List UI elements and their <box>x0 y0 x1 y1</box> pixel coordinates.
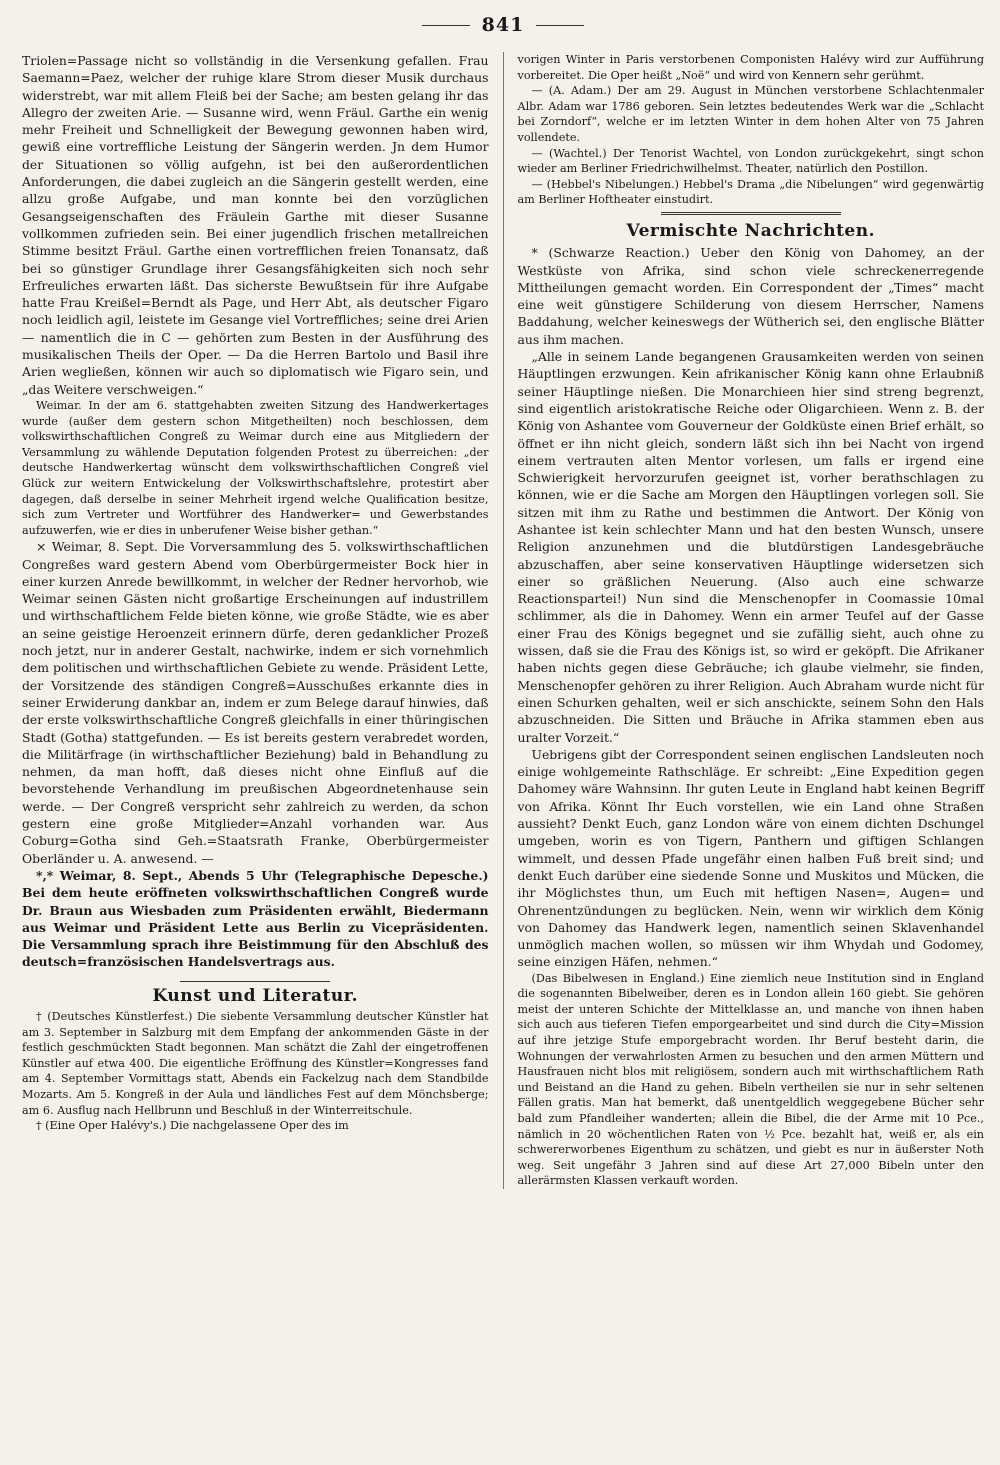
article-bibelwesen: (Das Bibelwesen in England.) Eine ziemlich neue Institution sind in England die sogenannten Bibelweiber, deren es in London allein 160 giebt. Sie gehören meist der unteren Schichte der Mittelklasse an, und manche von ihnen haben sich auch aus tieferen Tiefen emporgearbeitet und sind durch die City=Mission auf ihre jetzige Stufe emporgebracht worden. Ihr Beruf besteht darin, die Wohnungen der verwahrlosten Armen zu besuchen und den armen Müttern und Hausfrauen nicht blos mit religiösem, sondern auch mit wirthschaftlichem Rath und Beistand an die Hand zu gehen. Bibeln vertheilen sie nur in sehr seltenen Fällen gratis. Man hat bemerkt, daß unentgeldlich weggegebene Bücher sehr bald zum Pfandleiher wanderten; allein die Bibel, die der Arme mit 10 Pce., nämlich in 20 wöchentlichen Raten von ½ Pce. bezahlt hat, weiß er, als ein schwererworbenes Eigenthum zu schätzen, und giebt es nur in äußerster Noth weg. Seit ungefähr 3 Jahren sind auf diese Art 27,000 Bibeln unter den allerärmsten Klassen verkauft worden. <box>517 971 984 1188</box>
article-schwarze-reaction: * (Schwarze Reaction.) Ueber den König von Dahomey, an der Westküste von Afrika, sind schon viele schreckenerregende Mittheilungen gemacht worden. Ein Correspondent der „Times“ macht eine weit günstigere Schilderung von diesem Herrscher, Namens Baddahung, welcher keineswegs der Wütherich sei, den englische Blätter aus ihm machen. <box>517 245 984 347</box>
article-adam: — (A. Adam.) Der am 29. August in München verstorbene Schlachtenmaler Albr. Adam war 1786 geboren. Sein letztes bedeutendes Werk war die „Schlacht bei Zorndorf“, welche er im letzten Winter in dem hohen Alter von 75 Jahren vollendete. <box>517 84 984 144</box>
section-divider <box>180 981 330 982</box>
article-weimar-telegram: *,* Weimar, 8. Sept., Abends 5 Uhr (Telegraphische Depesche.) Bei dem heute eröffneten volkswirthschaftlichen Congreß wurde Dr. Braun aus Wiesbaden zum Präsidenten erwählt, Biedermann aus Weimar und Präsident Lette aus Berlin zu Vicepräsidenten. Die Versammlung sprach ihre Beistimmung für den Abschluß des deutsch=französischen Handelsvertrags aus. <box>22 867 489 970</box>
section-title-vermischte: Vermischte Nachrichten. <box>626 220 876 241</box>
header-rule-left <box>422 25 470 26</box>
article-weimar-handwerkertag: Weimar. In der am 6. stattgehabten zweiten Sitzung des Handwerkertages wurde (außer dem gestern schon Mitgetheilten) noch beschlossen, dem volkswirthschaftlichen Congreß zu Weimar durch eine aus Mitgliedern der Versammlung zu wählende Deputation folgenden Protest zu überreichen: „der deutsche Handwerkertag wünscht dem volkswirthschaftlichen Congreß viel Glück zur weitern Entwickelung der Volkswirthschaftslehre, protestirt aber dagegen, daß derselbe in seiner Mehrheit irgend welche Qualification besitze, sich zum Vertreter und Wortführer des Handwerker= und Gewerbstandes aufzuwerfen, wie er dies in unberufener Weise bisher gethan.“ <box>22 398 489 537</box>
header-rule-right <box>536 25 584 26</box>
article-wachtel: — (Wachtel.) Der Tenorist Wachtel, von London zurückgekehrt, singt schon wieder am Berliner Friedrichwilhelmst. Theater, natürlich den Postillon. <box>517 146 984 176</box>
page-header <box>22 10 984 40</box>
article-weimar-vorversammlung: ⨯ Weimar, 8. Sept. Die Vorversammlung des 5. volkswirthschaftlichen Congreßes ward gestern Abend vom Oberbürgermeister Bock hier in einer kurzen Anrede bewillkommt, in welcher der Redner hervorhob, wie Weimar seinen Gästen nicht großartige Erscheinungen auf industrillem und wirthschaftlichem Felde bieten könne, wie große Städte, wie es aber an seine geistige Heroenzeit erinnern dürfe, deren gedanklicher Prozeß noch jetzt, nur in anderer Gestalt, nachwirke, indem er sich vornehmlich dem politischen und wirthschaftlichen Gebiete zu wende. Präsident Lette, der Vorsitzende des ständigen Congreß=Ausschußes erkannte dies in seiner Erwiderung dankbar an, indem er zum Belege darauf hinwies, daß der erste volkswirthschaftliche Congreß gleichfalls in einer thüringischen Stadt (Gotha) stattgefunden. — Es ist bereits gestern verabredet worden, die Militärfrage (in wirthschaftlicher Beziehung) bald in Behandlung zu nehmen, da man hofft, daß dieses nicht ohne Einfluß auf die bevorstehende Verhandlung im preußischen Abgeordnetenhause sein werde. — Der Congreß verspricht sehr zahlreich zu werden, da schon gestern eine große Mitglieder=Anzahl vorhanden war. Aus Coburg=Gotha sind Geh.=Staatsrath Franke, Oberbürgermeister Oberländer u. A. anwesend. — <box>22 539 489 866</box>
article-halevy-cont: vorigen Winter in Paris verstorbenen Componisten Halévy wird zur Aufführung vorbereitet. Die Oper heißt „Noë“ und wird von Kennern sehr gerühmt. <box>517 53 984 82</box>
page-number: 841 <box>481 14 525 36</box>
section-title-kunst: Kunst und Literatur. <box>152 985 359 1006</box>
columns <box>22 52 984 1189</box>
left-column <box>22 52 503 1189</box>
article-oper-halevy: † (Eine Oper Halévy's.) Die nachgelassene Oper des im <box>36 1119 349 1133</box>
right-column <box>503 52 985 1189</box>
article-opera-review: Triolen=Passage nicht so vollständig in die Versenkung gefallen. Frau Saemann=Paez, welcher der ruhige klare Strom dieser Musik durchaus widerstrebt, war mit allem Fleiß bei der Sache; am besten gelang ihr das Allegro der zweiten Arie. — Susanne wird, wenn Fräul. Garthe ein wenig mehr Freiheit und Schnelligkeit der Bewegung gewonnen haben wird, gewiß eine vortreffliche Leistung der Sängerin werden. Jn dem Humor der Situationen so völlig aufgehn, ist bei den außerordentlichen Anforderungen, die dabei zugleich an die Sängerin gestellt werden, eine allzu große Aufgabe, und man konnte bei den vorzüglichen Gesangseigenschaften des Fräulein Garthe mit dieser Susanne vollkommen zufrieden sein. Bei einer jugendlich frischen metallreichen Stimme besitzt Fräul. Garthe einen vortrefflichen freien Tonansatz, daß bei so günstiger Grundlage ihrer Gesangsfähigkeiten sich noch sehr Erfreuliches erwarten läßt. Das sicherste Bewußtsein für ihre Aufgabe hatte Frau Kreißel=Berndt als Page, und Herr Abt, als deutscher Figaro noch leidlich agil, leistete im Gesange viel Vortreffliches; seine drei Arien — namentlich die in C — gehörten zum Besten in der Ausführung des musikalischen Theils der Oper. — Da die Herren Bartolo und Basil ihre Arien wegließen, können wir auch so diplomatisch wie Figaro sein, und „das Weitere verschweigen.“ <box>22 53 489 397</box>
article-rathschlaege: Uebrigens gibt der Correspondent seinen englischen Landsleuten noch einige wohlgemeinte Rathschläge. Er schreibt: „Eine Expedition gegen Dahomey wäre Wahnsinn. Ihr guten Leute in England habt keinen Begriff von Afrika. Könnt Ihr Euch vorstellen, wie ein Land ohne Straßen aussieht? Denkt Euch, ganz London wäre von einem dichten Dschungel umgeben, worin es von Tigern, Panthern und giftigen Schlangen wimmelt, und dessen Pfade ungefähr einen halben Fuß breit sind; und denkt Euch darüber eine siedende Sonne und Muskitos und Mücken, die ihr Möglichstes thun, um Euch mit heftigen Nasen=, Augen= und Ohrenentzündungen zu beglücken. Nein, wenn wir wirklich dem König von Dahomey das Handwerk legen, namentlich seinen Sklavenhandel unmöglich machen wollen, so müssen wir ihm Whydah und Godomey, seine einzigen Häfen, nehmen.“ <box>517 746 984 970</box>
article-quote-koenige: „Alle in seinem Lande begangenen Grausamkeiten werden von seinen Häuptlingen erzwungen. Kein afrikanischer König kann ohne Erlaubniß seiner Häuptlinge nießen. Die Monarchieen hier sind streng begrenzt, sind eigentlich aristokratische Reiche oder Oligarchieen. Wenn z. B. der König von Ashantee vom Gouverneur der Goldküste einen Brief erhält, so öffnet er ihn nicht gleich, sondern läßt sich ihn bei Nacht von irgend einem vertrauten alten Mentor vorlesen, um falls er irgend eine Schwierigkeit hervorzurufen geeignet ist, vorher berathschlagen zu können, wie er die Sache am Morgen den Häuptlingen vorlegen soll. Sie sitzen mit ihm zu Rathe und bestimmen die Antwort. Der König von Ashantee ist kein schlechter Mann und hat den besten Wunsch, unsere Religion anzunehmen und die blutdürstigen Landesgebräuche abzuschaffen, aber seine konservativen Häuptlinge widersetzen sich einer so gräßlichen Neuerung. (Also auch eine schwarze Reactionspartei!) Nun sind die Menschenopfer in Coomassie 10mal schlimmer, als die in Dahomey. Wenn ein armer Teufel auf der Gasse einer Frau des Königs begegnet und sie zufällig sieht, auch ohne zu wissen, daß sie die Frau des Königs ist, so wird er geköpft. Die Afrikaner haben nichts gegen diese Gebräuche; ich glaube vielmehr, sie finden, Menschenopfer gehören zu ihrer Religion. Auch Abraham wurde nicht für einen Schurken gehalten, weil er sich anschickte, seinem Sohn den Hals abzuschneiden. Die Sitten und Bräuche in Afrika stammen eben aus uralter Vorzeit.“ <box>517 349 984 745</box>
section-divider <box>661 212 841 215</box>
article-kuenstlerfest: † (Deutsches Künstlerfest.) Die siebente Versammlung deutscher Künstler hat am 3. September in Salzburg mit dem Empfang der ankommenden Gäste in der festlich geschmückten Stadt begonnen. Man schätzt die Zahl der eingetroffenen Künstler auf etwa 400. Die eigentliche Eröffnung des Künstler=Kongresses fand am 4. September Vormittags statt, Abends ein Fackelzug nach dem Standbilde Mozarts. Am 5. Kongreß in der Aula und ländliches Fest auf dem Mönchsberge; am 6. Ausflug nach Hellbrunn und Beschluß in der Winterreitschule. <box>22 1010 489 1117</box>
article-hebbel: — (Hebbel's Nibelungen.) Hebbel's Drama „die Nibelungen“ wird gegenwärtig am Berliner Hoftheater einstudirt. <box>517 177 984 207</box>
